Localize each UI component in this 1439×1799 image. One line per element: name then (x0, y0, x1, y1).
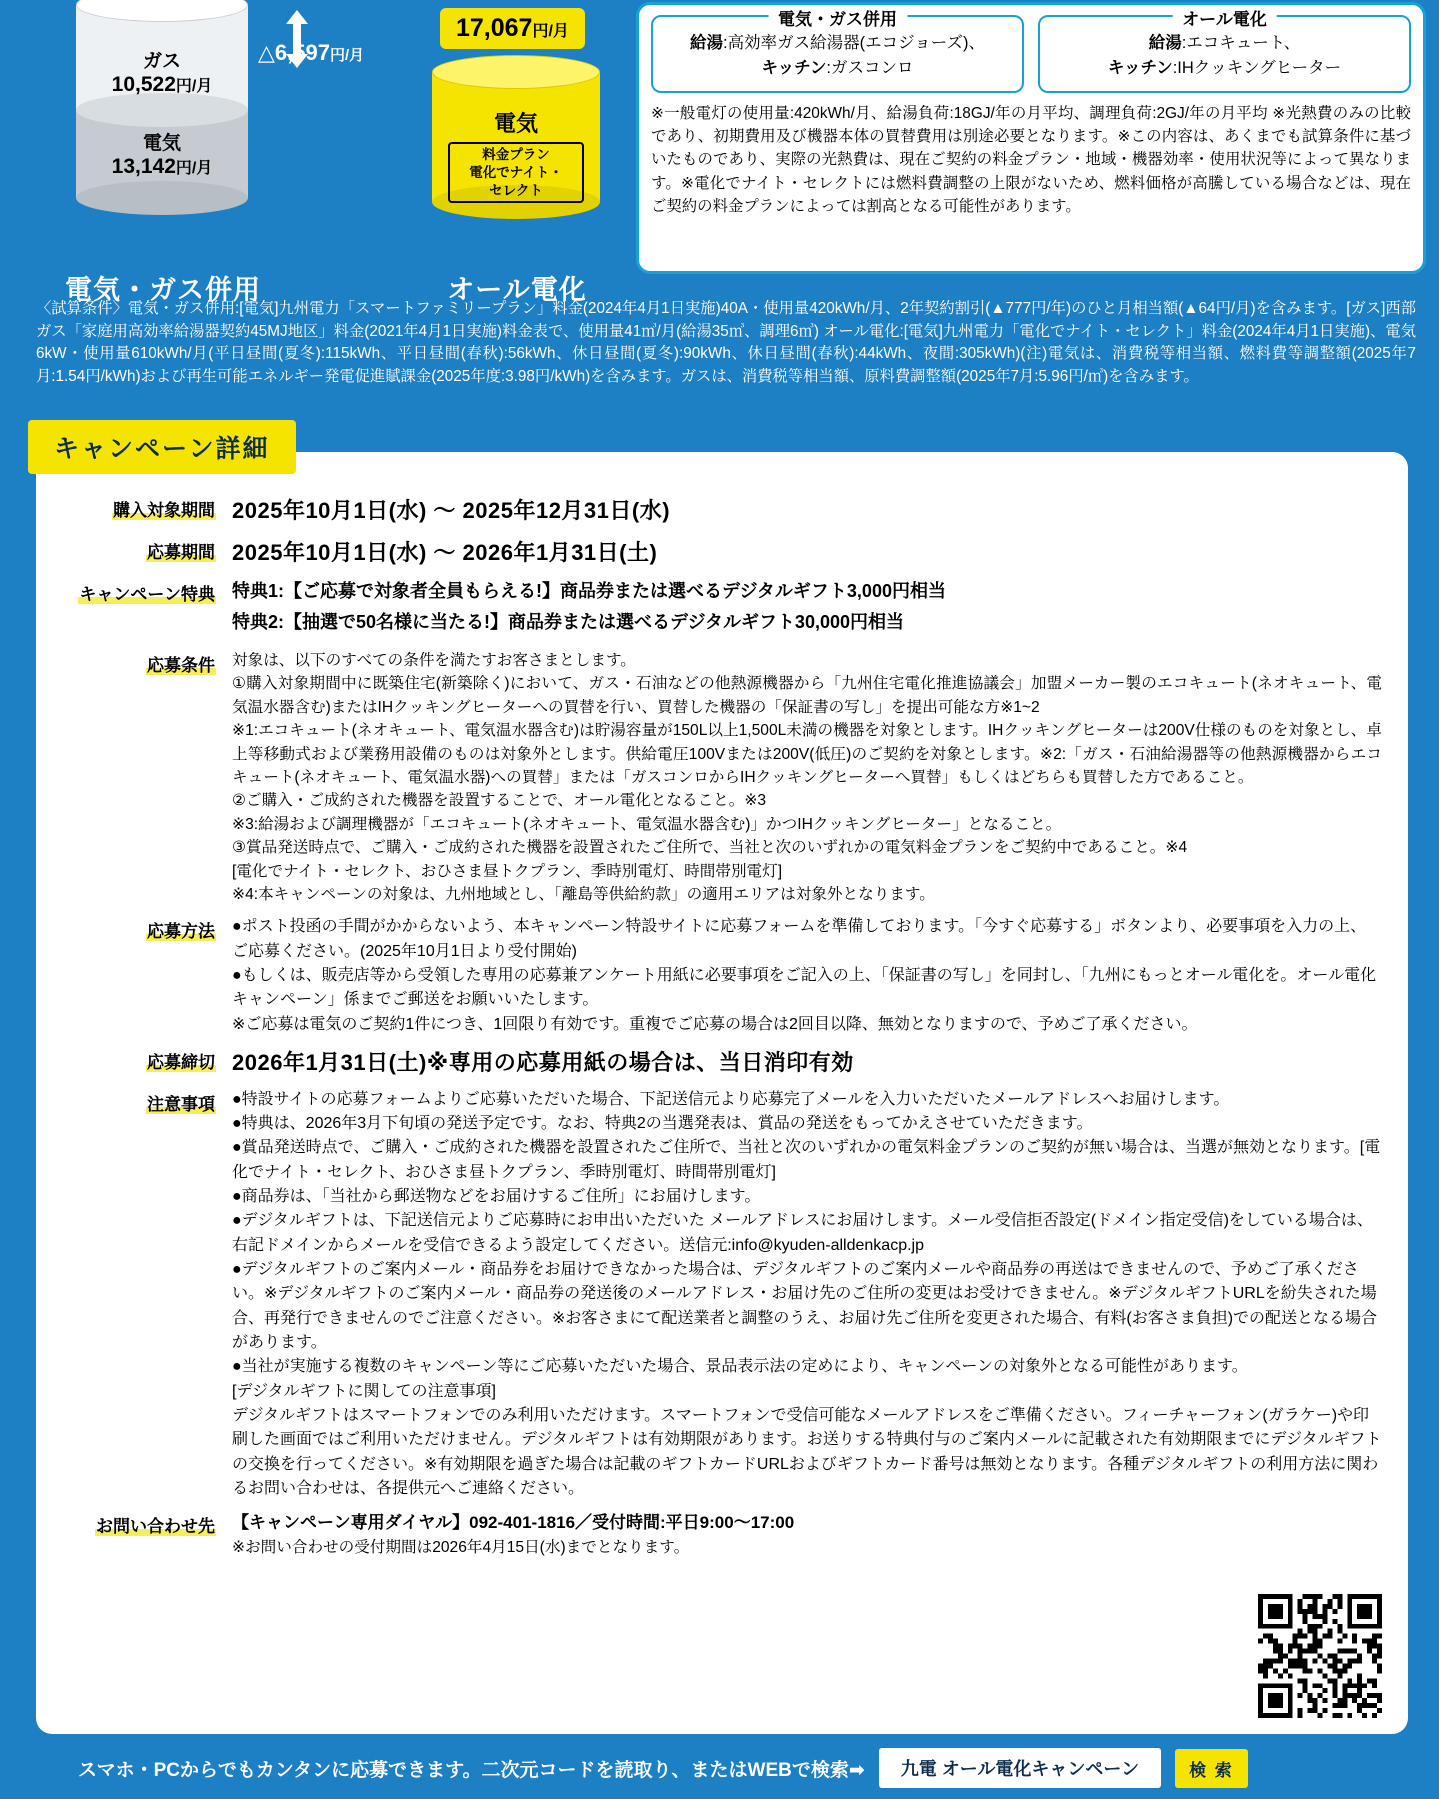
campaign-row (62, 578, 1382, 640)
campaign-text-line: ●ポスト投函の手間がかからないよう、本キャンペーン特設サイトに応募フォームを準備しております。「今すぐ応募する」ボタンより、必要事項を入力の上、ご応募ください。(2025年10月1日より受付開始) (232, 918, 1367, 960)
campaign-text-line: [デジタルギフトに関しての注意事項] (232, 1382, 496, 1400)
campaign-text-line: ※4:本キャンペーンの対象は、九州地域とし、「離島等供給約款」の適用エリアは対象外となります。 (232, 885, 935, 903)
campaign-text-line: ●当社が実施する複数のキャンペーン等にご応募いただいた場合、景品表示法の定めにより、キャンペーンの対象外となる可能性があります。 (232, 1358, 1248, 1376)
gas-mix-cylinder (76, 0, 248, 220)
campaign-details-card (36, 435, 1408, 1734)
equipment-gas-item-1: 給湯:高効率ガス給湯器(エコジョーズ)、 (690, 34, 985, 52)
equipment-box-all-electric (1038, 10, 1411, 93)
campaign-row (62, 649, 1382, 906)
contact-phone-line: 【キャンペーン専用ダイヤル】092-401-1816／受付時間:平日9:00〜17:00 (232, 1513, 795, 1533)
campaign-row-label: 応募方法 (147, 922, 215, 942)
equipment-box-gas-mix-title: 電気・ガス併用 (768, 5, 907, 30)
campaign-text-line: ①購入対象期間中に既築住宅(新築除く)において、ガス・石油などの他熱源機器から「九州住宅電化推進協議会」加盟メーカー製のエコキュート(ネオキュート、電気温水器含む)またはIHクッキングヒーターへの買替を行い、買替した機器の「保証書の写し」を提出可能な方※1~2 (232, 675, 1382, 716)
campaign-row (62, 494, 1382, 527)
equipment-info-panel (636, 2, 1426, 274)
campaign-text-line: ●デジタルギフトのご案内メール・商品券をお届けできなかった場合は、デジタルギフトのご案内メールや商品券の再送はできませんので、予めご了承ください。※デジタルギフトのご案内メール・商品券の発送後のメールアドレス・お届け先のご住所の変更はお受けできません。※デジタルギフトURLを紛失された場合、再発行できませんのでご注意ください。※お客さまにて配送業者と調整のうえ、お届け先ご住所を変更された場合、有料(お客さま負担)での配送となる場合があります。 (232, 1261, 1378, 1351)
campaign-text-line: ③賞品発送時点で、ご購入・ご成約された機器を設置されたご住所で、当社と次のいずれかの電気料金プランをご契約中であること。※4 (232, 839, 1188, 857)
campaign-row-body (232, 915, 1382, 1037)
all-electric-plan-label: 電気 料金プラン 電化でナイト・ セレクト (432, 107, 600, 203)
campaign-row-label: キャンペーン特典 (79, 585, 215, 604)
campaign-text-line: デジタルギフトはスマートフォンでのみ利用いただけます。スマートフォンで受信可能なメールアドレスをご準備ください。フィーチャーフォン(ガラケー)や印刷した画面ではご利用いただけません。デジタルギフトは有効期限があります。お送りする特典付与のご案内メールに記載された有効期限までにデジタルギフトの交換を行ってください。※有効期限を過ぎた場合は記載のギフトカードURLおよびギフトカード番号は無効となります。各種デジタルギフトの利用方法に関わるお問い合わせは、各提供元へご連絡ください。 (232, 1406, 1382, 1497)
campaign-row (62, 536, 1382, 569)
footer-text: スマホ・PCからでもカンタンに応募できます。二次元コードを読取り、またはWEBで検索➡ (78, 1759, 865, 1781)
campaign-row-label: 注意事項 (147, 1094, 215, 1114)
campaign-row (62, 915, 1382, 1037)
search-button[interactable]: 検 索 (1175, 1749, 1248, 1788)
page-footer (0, 1737, 1439, 1799)
campaign-text-line: [電化でナイト・セレクト、おひさま昼トクプラン、季時別電灯、時間帯別電灯] (232, 862, 783, 880)
equipment-gas-item-2: キッチン:ガスコンロ (761, 58, 914, 77)
equipment-electric-item-2: キッチン:IHクッキングヒーター (1107, 58, 1342, 77)
campaign-deadline-text: 2026年1月31日(土)※専用の応募用紙の場合は、当日消印有効 (232, 1049, 854, 1075)
campaign-period-text: 2025年10月1日(水) 〜 2025年12月31日(水) (232, 498, 671, 523)
campaign-row-body (232, 649, 1382, 906)
campaign-row-label: 応募期間 (147, 543, 215, 562)
campaign-row-label: 応募条件 (147, 656, 215, 675)
gas-mix-caption: 電気・ガス併用 (65, 275, 261, 305)
campaign-period-text: 2025年10月1日(水) 〜 2026年1月31日(土) (232, 540, 658, 565)
campaign-row (62, 1046, 1382, 1079)
campaign-text-line: ●特設サイトの応募フォームよりご応募いただいた場合、下記送信元より応募完了メールを入力いただいたメールアドレスへお届けします。 (232, 1090, 1230, 1108)
campaign-row-body (232, 578, 1382, 640)
equipment-notes: ※一般電灯の使用量:420kWh/月、給湯負荷:18GJ/年の月平均、調理負荷:2GJ/年の月平均 ※光熱費のみの比較であり、初期費用及び機器本体の買替費用は別途必要となります。※この内容は、あくまでも試算条件に基づいたものであり、実際の光熱費は、現在ご契約の料金プラン・地域・機器効率・使用状況等によって異なります。※電化でナイト・セレクトには燃料費調整の上限がないため、燃料価格が高騰している場合などは、現在ご契約の料金プランによっては割高となる可能性があります。 (651, 104, 1411, 216)
gas-segment-label: ガス 10,522円/月 (111, 51, 213, 96)
campaign-text-line: ●特典は、2026年3月下旬頃の発送予定です。なお、特典2の当選発表は、賞品の発送をもってかえさせていただきます。 (232, 1115, 1093, 1133)
campaign-text-line: ●デジタルギフトは、下記送信元よりご応募時にお申出いただいた メールアドレスにお届けします。メール受信拒否設定(ドメイン指定受信)をしている場合は、右記ドメインからメールを受信できるよう設定してください。送信元:info@kyuden-alldenkacp.jp (232, 1212, 1373, 1254)
campaign-benefit-line: 特典1:【ご応募で対象者全員もらえる!】商品券または選べるデジタルギフト3,000円相当 (232, 581, 946, 601)
comparison-section (0, 0, 1439, 305)
equipment-box-all-electric-title: オール電化 (1172, 5, 1277, 30)
segment-divider-ellipse (76, 93, 248, 127)
campaign-text-line: 対象は、以下のすべての条件を満たすお客さまとします。 (232, 652, 636, 669)
campaign-row (62, 1088, 1382, 1501)
campaign-row-body (232, 494, 1382, 527)
qr-code-image (1258, 1594, 1382, 1718)
campaign-row-body (232, 536, 1382, 569)
campaign-rows (36, 494, 1408, 1568)
campaign-text-line: ※3:給湯および調理機器が「エコキュート(ネオキュート、電気温水器含む)」かつIHクッキングヒーター」となること。 (232, 815, 1062, 833)
contact-note-line: ※お問い合わせの受付期間は2026年4月15日(水)までとなります。 (232, 1538, 690, 1556)
campaign-text-line: ●商品券は、「当社から郵送物などをお届けするご住所」にお届けします。 (232, 1188, 761, 1206)
equipment-boxes (651, 10, 1411, 93)
campaign-text-line: ●賞品発送時点で、ご購入・ご成約された機器を設置されたご住所で、当社と次のいずれかの電気料金プランのご契約が無い場合は、当選が無効となります。[電化でナイト・セレクト、おひさま昼トクプラン、季時別電灯、時間帯別電灯] (232, 1139, 1381, 1181)
campaign-text-line: ●もしくは、販売店等から受領した専用の応募兼アンケート用紙に必要事項をご記入の上、「保証書の写し」を同封し、「九州にもっとオール電化を。オール電化キャンペーン」係までご郵送をお願いいたします。 (232, 966, 1377, 1009)
all-electric-total-bubble: 17,067円/月 (440, 8, 585, 49)
campaign-row-label: 応募締切 (147, 1052, 215, 1072)
difference-value: △6,597円/月 (258, 40, 365, 65)
campaign-details-title: キャンペーン詳細 (28, 420, 296, 474)
campaign-benefit-line: 特典2:【抽選で50名様に当たる!】商品券または選べるデジタルギフト30,000円相当 (232, 612, 904, 632)
campaign-row (62, 1510, 1382, 1559)
all-electric-cylinder (432, 55, 600, 223)
campaign-row-body (232, 1046, 1382, 1079)
campaign-text-line: ②ご購入・ご成約された機器を設置することで、オール電化となること。※3 (232, 792, 767, 810)
cylinder-bottom-ellipse (76, 181, 248, 215)
electric-segment-label: 電気 13,142円/月 (111, 133, 213, 178)
all-electric-caption: オール電化 (447, 275, 587, 305)
campaign-row-body (232, 1088, 1382, 1501)
search-term-chip: 九電 オール電化キャンペーン (879, 1748, 1161, 1788)
campaign-row-body (232, 1510, 1382, 1559)
all-electric-top-ellipse (432, 55, 600, 89)
equipment-electric-item-1: 給湯:エコキュート、 (1148, 34, 1301, 52)
campaign-text-line: ※ご応募は電気のご契約1件につき、1回限り有効です。重複でご応募の場合は2回目以降、無効となりますので、予めご了承ください。 (232, 1015, 1198, 1033)
campaign-row-label: お問い合わせ先 (96, 1517, 215, 1537)
campaign-text-line: ※1:エコキュート(ネオキュート、電気温水器含む)は貯湯容量が150L以上1,500L未満の機器を対象とします。IHクッキングヒーターは200V仕様のものを対象とし、卓上等移動式および業務用設備のものは対象外とします。供給電圧100Vまたは200V(低圧)のご契約を対象とします。※2:「ガス・石油給湯器等の他熱源機器からエコキュート(ネオキュート、電気温水器)への買替」または「ガスコンロからIHクッキングヒーターへ買替」もしくはどちらも買替した方であること。 (232, 722, 1382, 786)
assumptions-text: 〈試算条件〉電気・ガス併用:[電気]九州電力「スマートファミリープラン」料金(2024年4月1日実施)40A・使用量420kWh/月、2年契約割引(▲777円/年)のひと月相当額(▲64円/月)を含みます。[ガス]西部ガス「家庭用高効率給湯器契約45MJ地区」料金(2021年4月1日実施)料金表で、使用量41㎥/月(給湯35㎥、調理6㎥) オール電化:[電気]九州電力「電化でナイト・セレクト」料金(2024年4月1日実施)、電気6kW・使用量610kWh/月(平日昼間(夏冬):115kWh、平日昼間(春秋):56kWh、休日昼間(夏冬):90kWh、休日昼間(春秋):44kWh、夜間:305kWh)(注)電気は、消費税等相当額、燃料費等調整額(2025年7月:1.54円/kWh)および再生可能エネルギー発電促進賦課金(2025年度:3.98円/kWh)を含みます。ガスは、消費税等相当額、原料費調整額(2025年7月:5.96円/㎥)を含みます。 (36, 300, 1416, 385)
equipment-box-gas-mix (651, 10, 1024, 93)
campaign-row-label: 購入対象期間 (113, 501, 215, 520)
